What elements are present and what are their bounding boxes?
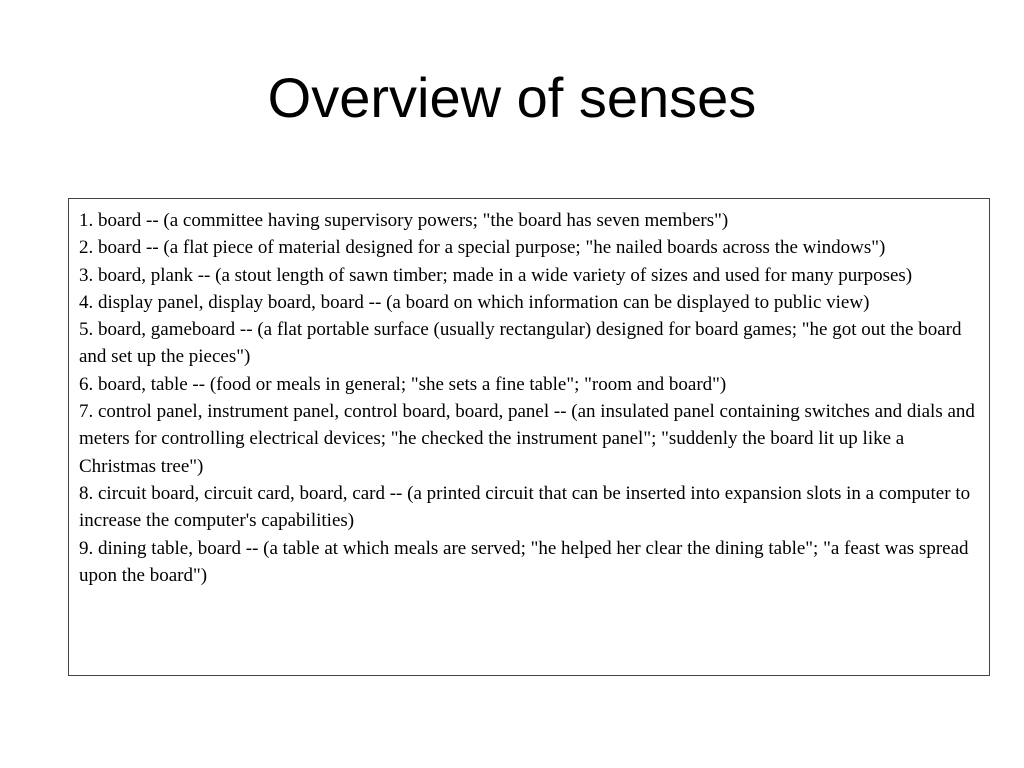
sense-item-9: 9. dining table, board -- (a table at which meals are served; "he helped her clear the dining table"; "a feast was spread upon the board")	[79, 537, 969, 586]
sense-item-3: 3. board, plank -- (a stout length of sawn timber; made in a wide variety of sizes and used for many purposes)	[79, 264, 913, 286]
sense-item-1: 1. board -- (a committee having supervisory powers; "the board has seven members")	[79, 210, 729, 231]
sense-item-2: 2. board -- (a flat piece of material designed for a special purpose; "he nailed boards across the windows")	[79, 237, 886, 259]
sense-item-7: 7. control panel, instrument panel, control board, board, panel -- (an insulated panel containing switches and dials and meters for controlling electrical devices; "he checked the instrument panel"; "suddenly the board lit up like a Christmas tree")	[79, 401, 975, 477]
sense-item-6: 6. board, table -- (food or meals in general; "she sets a fine table"; "room and board")	[79, 373, 727, 395]
page-title: Overview of senses	[267, 66, 757, 129]
senses-list	[68, 198, 990, 676]
sense-item-5: 5. board, gameboard -- (a flat portable surface (usually rectangular) designed for board games; "he got out the board and set up the pieces")	[79, 319, 962, 368]
sense-item-8: 8. circuit board, circuit card, board, card -- (a printed circuit that can be inserted into expansion slots in a computer to increase the computer's capabilities)	[79, 482, 971, 532]
sense-item-4: 4. display panel, display board, board -- (a board on which information can be displayed to public view)	[79, 291, 870, 313]
